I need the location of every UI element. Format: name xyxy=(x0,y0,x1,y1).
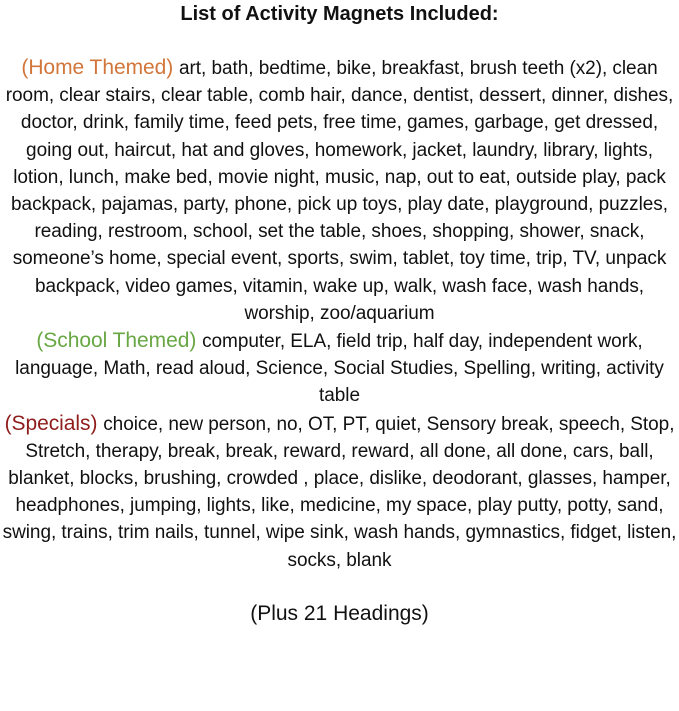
home-themed-heading: (Home Themed) xyxy=(21,56,180,79)
school-themed-heading: (School Themed) xyxy=(36,329,203,353)
title-spacer xyxy=(0,26,679,54)
page-title: List of Activity Magnets Included: xyxy=(180,3,499,25)
headings-count-note: (Plus 21 Headings) xyxy=(250,601,429,625)
specials-items: choice, new person, no, OT, PT, quiet, Sensory break, speech, Stop, Stretch, therapy, break, break, reward, reward, all done, all done, cars, ball, blanket, blocks, brushing, crowded , place, dislike, deodorant, glasses, hamper, headphones, jumping, lights, like, medicine, my space, play putty, potty, sand, swing, trains, trim nails, tunnel, wipe sink, wash hands, gymnastics, fidget, listen, socks, blank xyxy=(2,413,677,571)
specials-section xyxy=(0,410,679,574)
specials-heading: (Specials) xyxy=(4,411,104,435)
school-themed-section xyxy=(0,327,679,410)
home-themed-items: art, bath, bedtime, bike, breakfast, brush teeth (x2), clean room, clear stairs, clear table, comb hair, dance, dentist, dessert, dinner, dishes, doctor, drink, family time, feed pets, free time, games, garbage, get dressed, going out, haircut, hat and gloves, homework, jacket, laundry, library, lights, lotion, lunch, make bed, movie night, music, nap, out to eat, outside play, pack backpack, pajamas, party, phone, pick up toys, play date, playground, puzzles, reading, restroom, school, set the table, shoes, shopping, shower, snack, someone’s home, special event, sports, swim, tablet, toy time, trip, TV, unpack backpack, video games, vitamin, wake up, walk, wash face, wash hands, worship, zoo/aquarium xyxy=(5,58,674,324)
school-themed-items: computer, ELA, field trip, half day, independent work, language, Math, read aloud, Science, Social Studies, Spelling, writing, activity table xyxy=(15,331,664,407)
home-themed-section xyxy=(0,54,679,327)
